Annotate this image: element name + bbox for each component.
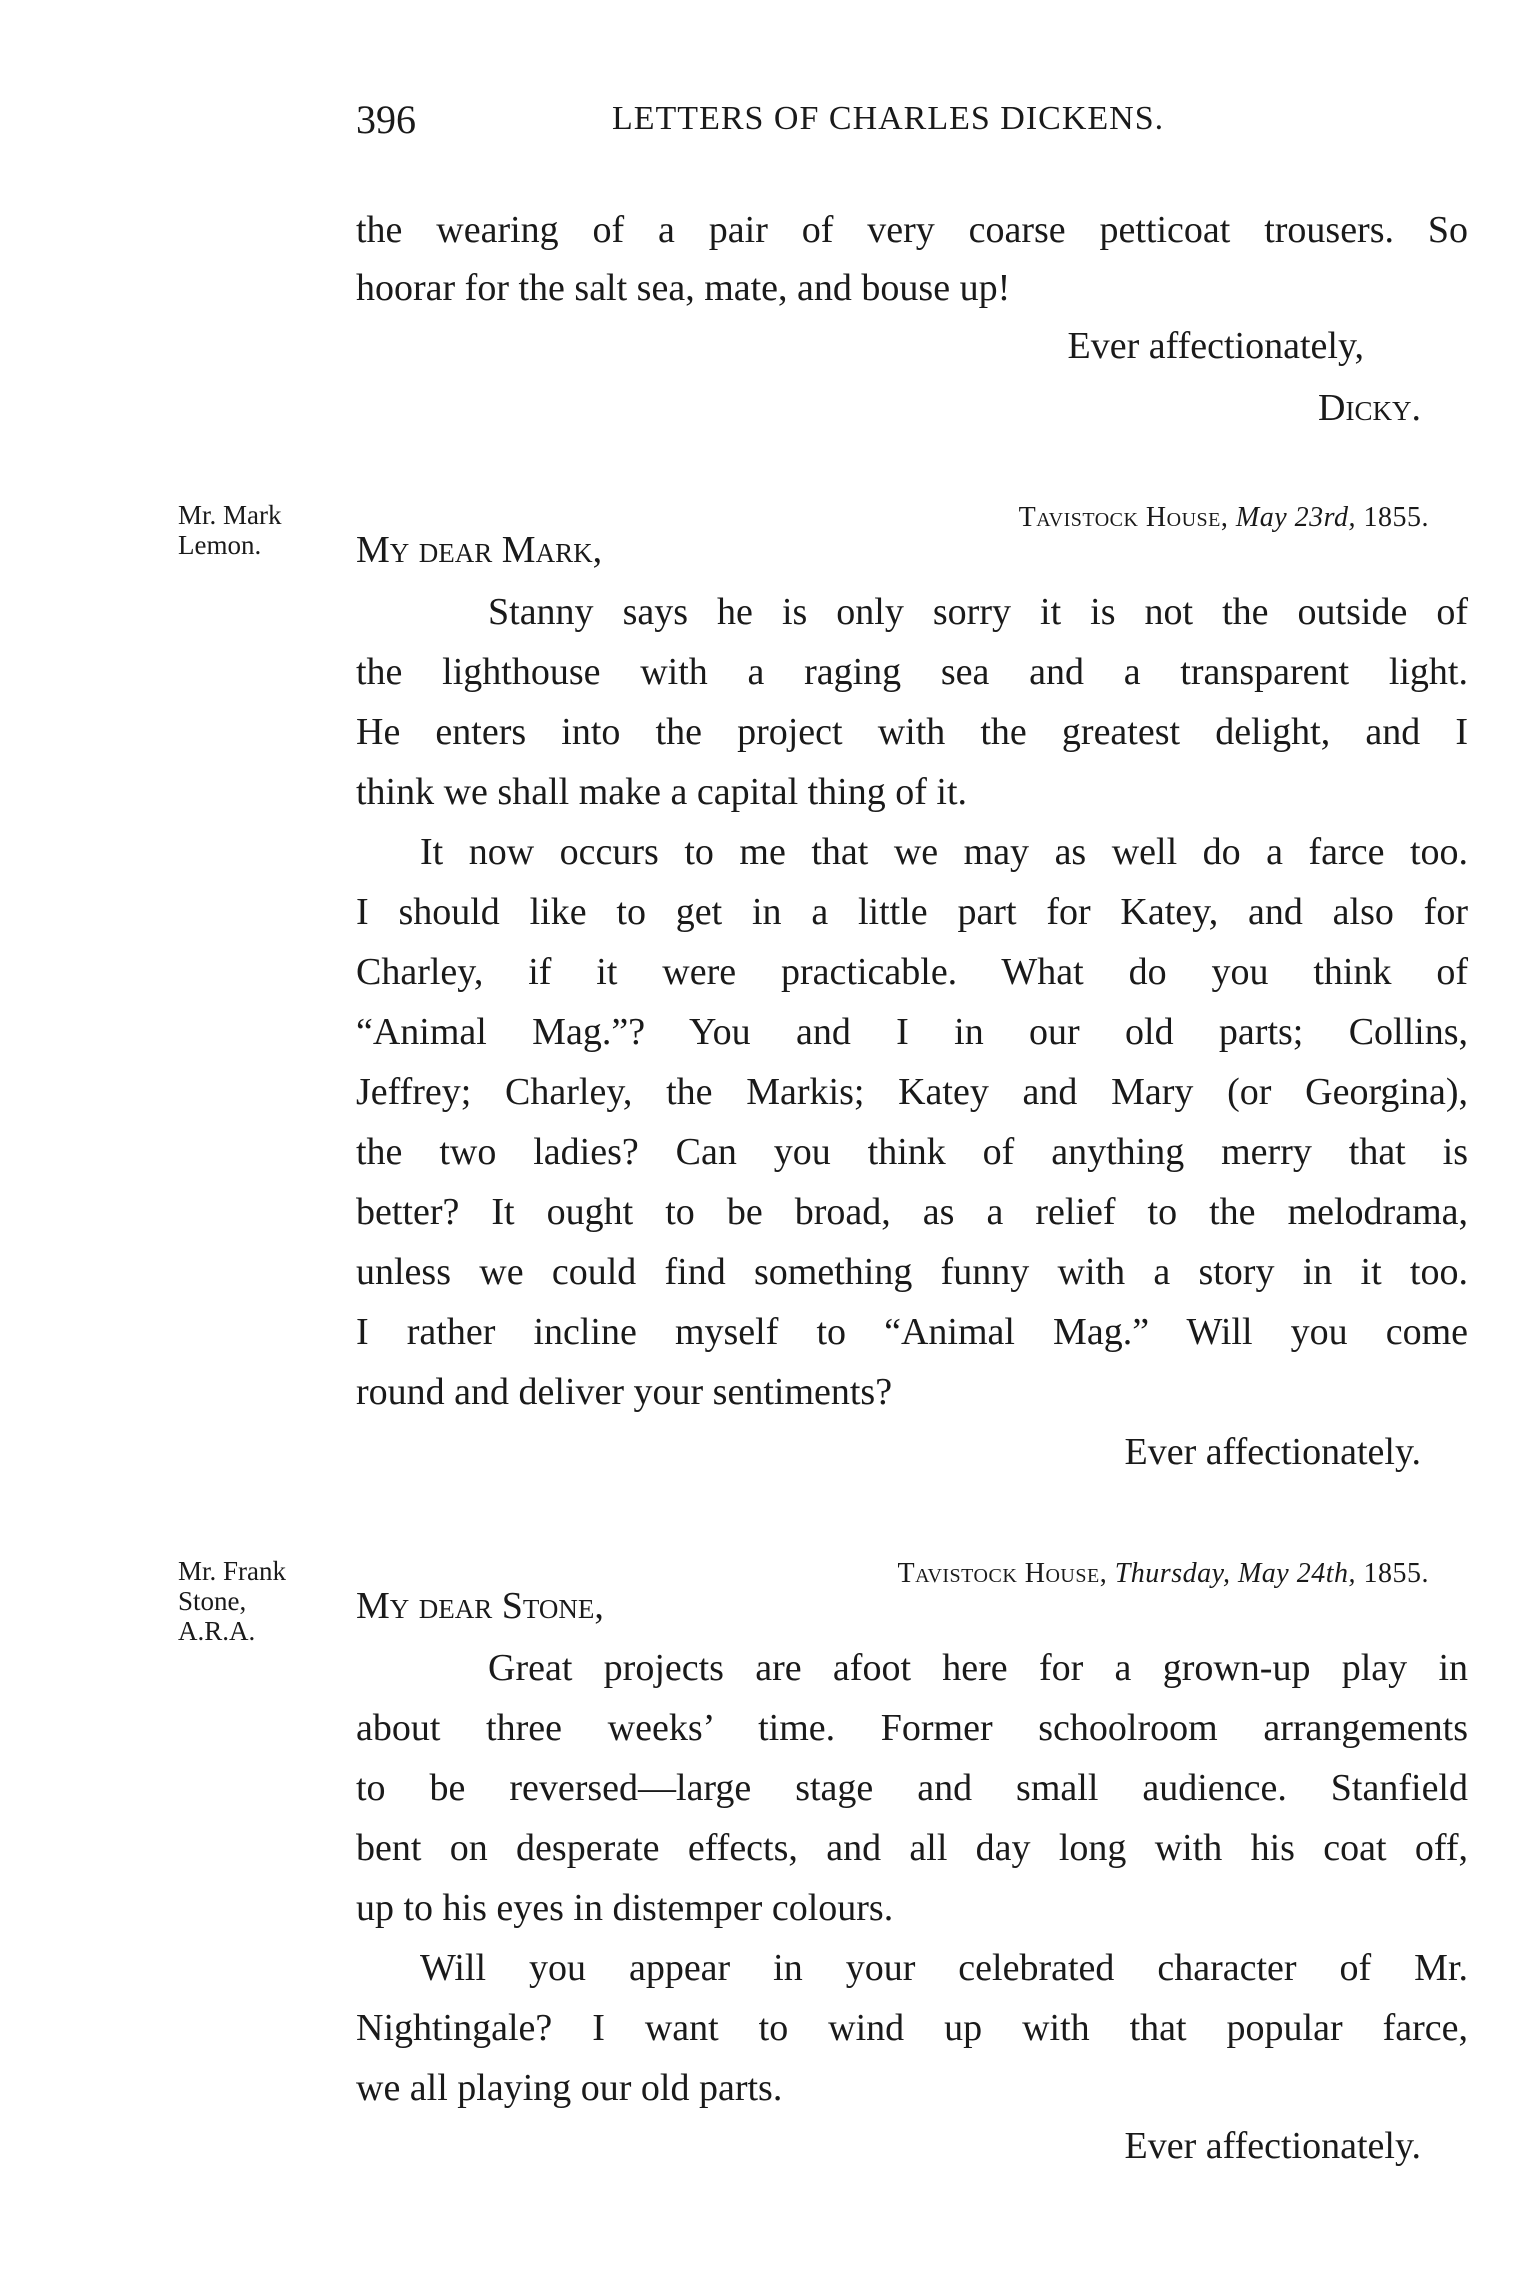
- text-line: hoorar for the salt sea, mate, and bouse up!: [356, 267, 1011, 309]
- dateline-place: Tavistock House,: [1018, 502, 1229, 533]
- text-line: I rather incline myself to “Animal Mag.” Will you come: [356, 1311, 1468, 1353]
- dateline: [1019, 502, 1429, 534]
- text-line: think we shall make a capital thing of it.: [356, 771, 968, 813]
- dateline-year: 1855.: [1363, 502, 1429, 533]
- text-line: about three weeks’ time. Former schoolroom arrangements: [356, 1707, 1468, 1749]
- text-line: Stanny says he is only sorry it is not the outside of: [488, 591, 1468, 633]
- recipient-line: Mr. Mark: [178, 500, 282, 530]
- text-line: Charley, if it were practicable. What do you think of: [356, 951, 1468, 993]
- closing: Ever affectionately.: [1124, 1431, 1421, 1473]
- text-line: I should like to get in a little part for Katey, and also for: [356, 891, 1468, 933]
- text-line: Jeffrey; Charley, the Markis; Katey and Mary (or Georgina),: [356, 1071, 1468, 1113]
- dateline-date: Thursday, May 24th,: [1114, 1558, 1356, 1589]
- dateline: [897, 1558, 1429, 1590]
- text-line: unless we could find something funny with a story in it too.: [356, 1251, 1468, 1293]
- recipient-line: A.R.A.: [178, 1616, 256, 1646]
- recipient-line: Lemon.: [178, 530, 262, 560]
- page-number: 396: [356, 97, 416, 142]
- recipient-note: [178, 500, 282, 560]
- text-line: the two ladies? Can you think of anything merry that is: [356, 1131, 1468, 1173]
- recipient-note: [178, 1556, 286, 1646]
- salutation: My dear Stone,: [356, 1585, 604, 1627]
- dateline-date: May 23rd,: [1235, 502, 1356, 533]
- text-line: Great projects are afoot here for a grown-up play in: [488, 1647, 1468, 1689]
- text-line: up to his eyes in distemper colours.: [356, 1887, 894, 1929]
- dateline-year: 1855.: [1363, 1558, 1429, 1589]
- text-line: the wearing of a pair of very coarse petticoat trousers. So: [356, 209, 1468, 251]
- text-line: bent on desperate effects, and all day long with his coat off,: [356, 1827, 1468, 1869]
- running-title: LETTERS OF CHARLES DICKENS.: [612, 100, 1165, 137]
- recipient-line: Stone,: [178, 1586, 247, 1616]
- closing: Ever affectionately.: [1124, 2125, 1421, 2167]
- signature: Dicky.: [1318, 387, 1421, 429]
- text-line: Nightingale? I want to wind up with that popular farce,: [356, 2007, 1468, 2049]
- recipient-line: Mr. Frank: [178, 1556, 286, 1586]
- text-line: we all playing our old parts.: [356, 2067, 783, 2109]
- text-line: “Animal Mag.”? You and I in our old parts; Collins,: [356, 1011, 1468, 1053]
- text-line: round and deliver your sentiments?: [356, 1371, 893, 1413]
- text-line: better? It ought to be broad, as a relief to the melodrama,: [356, 1191, 1468, 1233]
- text-line: It now occurs to me that we may as well do a farce too.: [420, 831, 1468, 873]
- salutation: My dear Mark,: [356, 529, 603, 571]
- closing: Ever affectionately,: [1067, 325, 1364, 367]
- text-line: He enters into the project with the greatest delight, and I: [356, 711, 1468, 753]
- text-line: Will you appear in your celebrated character of Mr.: [420, 1947, 1468, 1989]
- text-line: the lighthouse with a raging sea and a transparent light.: [356, 651, 1468, 693]
- dateline-place: Tavistock House,: [897, 1558, 1108, 1589]
- text-line: to be reversed—large stage and small audience. Stanfield: [356, 1767, 1468, 1809]
